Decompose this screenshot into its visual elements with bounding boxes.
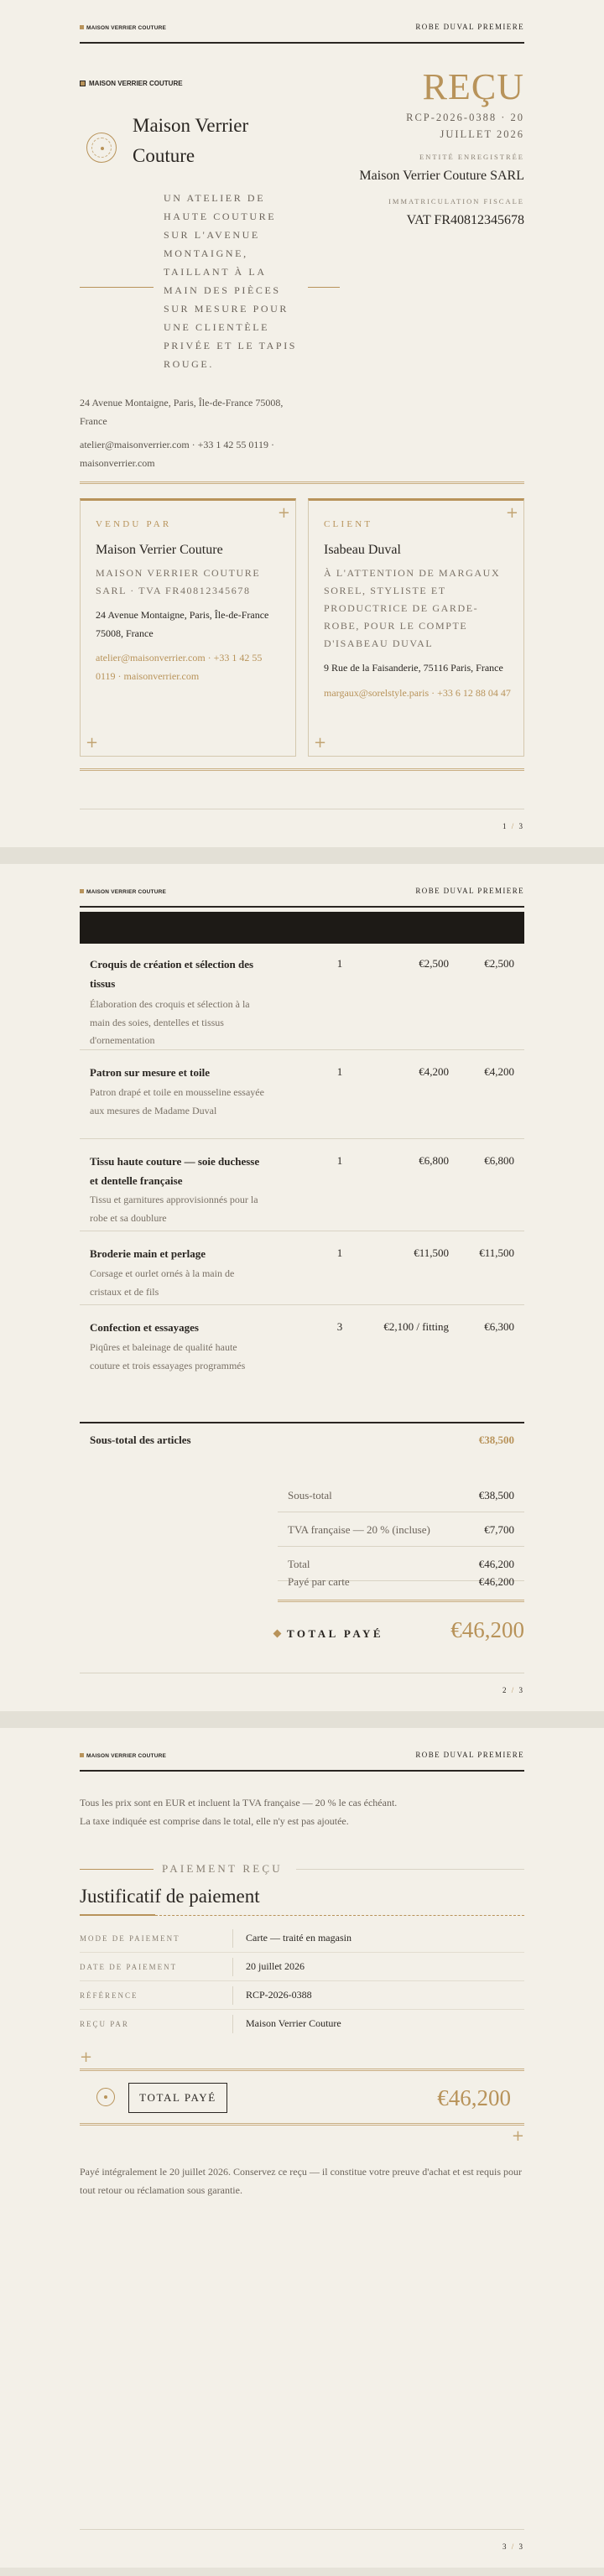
sold-by-sub: MAISON VERRIER COUTURE SARL · TVA FR40812345678	[96, 567, 261, 596]
payment-row-label: MODE DE PAIEMENT	[80, 1934, 180, 1943]
payment-row	[80, 1953, 524, 1981]
receipt-title: REÇU	[422, 66, 524, 107]
payment-row	[80, 1981, 524, 2010]
entity-value: Maison Verrier Couture SARL	[359, 169, 524, 183]
payment-row	[80, 1924, 524, 1953]
diamond-icon	[273, 1630, 282, 1638]
item-desc: Élaboration des croquis et sélection à la main des soies, dentelles et tissus d'ornementation	[90, 998, 250, 1047]
items-subtotal-label: Sous-total des articles	[90, 1434, 191, 1446]
header-brand: MAISON VERRIER COUTURE	[80, 1753, 166, 1759]
plus-ornament-icon: +	[505, 504, 518, 522]
plus-ornament-icon: +	[86, 734, 99, 752]
payment-section-label: PAIEMENT REÇU	[80, 1862, 524, 1876]
items-subtotal-value: €38,500	[478, 1434, 514, 1446]
item-qty: 1	[336, 1154, 343, 1167]
client-contact[interactable]: margaux@sorelstyle.paris · +33 6 12 88 04 47	[324, 686, 511, 699]
total-paid-block	[80, 2069, 524, 2126]
item-desc: Corsage et ourlet ornés à la main de cristaux et de fils	[90, 1267, 235, 1298]
item-name: Confection et essayages	[90, 1321, 199, 1334]
item-name: Croquis de création et sélection des tissus	[90, 958, 254, 990]
running-header	[80, 886, 524, 908]
page-number: 1 / 3	[502, 822, 524, 830]
item-unit-price: €4,200	[419, 1065, 449, 1078]
totals-label: Sous-total	[288, 1489, 332, 1501]
brand-mark-icon	[80, 889, 84, 893]
table-row	[80, 1139, 524, 1231]
totals-label: Total	[288, 1558, 310, 1570]
payment-row-label: REÇU PAR	[80, 2020, 129, 2028]
grand-total-label: TOTAL PAYÉ	[274, 1627, 383, 1641]
divider	[80, 768, 524, 771]
grand-total-value: €46,200	[450, 1617, 524, 1642]
item-desc: Tissu et garnitures approvisionnés pour la robe et sa doublure	[90, 1194, 258, 1224]
payment-row	[80, 2010, 524, 2038]
payment-row-label: DATE DE PAIEMENT	[80, 1963, 178, 1971]
brand-mark-icon	[80, 1753, 84, 1757]
item-unit-price: €11,500	[414, 1246, 449, 1259]
item-qty: 3	[336, 1320, 343, 1333]
page-1	[0, 0, 604, 847]
header-doc-title: ROBE DUVAL PREMIERE	[415, 23, 524, 31]
table-row	[80, 1305, 524, 1422]
brand-mark-icon	[80, 25, 84, 29]
payment-row-value: RCP-2026-0388	[246, 1989, 312, 2001]
totals-value: €38,500	[478, 1489, 514, 1501]
plus-ornament-icon: +	[80, 2048, 93, 2066]
totals-value: €46,200	[478, 1575, 514, 1588]
totals-row	[278, 1478, 524, 1512]
running-header	[80, 1750, 524, 1772]
sold-by-card	[80, 498, 296, 757]
item-qty: 1	[336, 1065, 343, 1078]
table-row	[80, 1050, 524, 1139]
totals-row	[278, 1512, 524, 1547]
currency-note: Tous les prix sont en EUR et incluent la TVA française — 20 % le cas échéant. La taxe indiquée est comprise dans le total, elle n'y est pas ajoutée.	[80, 1797, 398, 1828]
tax-value: VAT FR40812345678	[406, 212, 524, 227]
receipt-meta	[357, 66, 524, 231]
seller-contact: atelier@maisonverrier.com · +33 1 42 55 0119 · maisonverrier.com	[80, 439, 274, 469]
items-table-header	[80, 912, 524, 944]
items-subtotal-row	[80, 1422, 524, 1457]
plus-ornament-icon: +	[314, 734, 327, 752]
running-header	[80, 22, 524, 44]
seller-tagline-block	[80, 190, 340, 374]
payment-row-value: Carte — traité en magasin	[246, 1932, 351, 1944]
tax-label: IMMATRICULATION FISCALE	[388, 196, 524, 206]
item-desc: Piqûres et baleinage de qualité haute couture et trois essayages programmés	[90, 1341, 246, 1371]
item-total: €11,500	[479, 1246, 514, 1259]
client-card	[308, 498, 524, 757]
closing-note: Payé intégralement le 20 juillet 2026. Conservez ce reçu — il constitue votre preuve d'achat et est requis pour tout retour ou réclamation sous garantie.	[80, 2166, 522, 2197]
total-paid-label: TOTAL PAYÉ	[128, 2083, 227, 2113]
sold-by-contact[interactable]: atelier@maisonverrier.com · +33 1 42 55 0119 · maisonverrier.com	[96, 652, 263, 682]
divider	[80, 481, 524, 484]
header-doc-title: ROBE DUVAL PREMIERE	[415, 1751, 524, 1759]
item-desc: Patron drapé et toile en mousseline essayée aux mesures de Madame Duval	[90, 1086, 264, 1116]
table-row	[80, 944, 524, 1050]
seller-address: 24 Avenue Montaigne, Paris, Île-de-France 75008, France	[80, 397, 284, 427]
receipt-number: RCP-2026-0388 · 20 JUILLET 2026	[406, 112, 524, 140]
item-total: €2,500	[484, 957, 514, 970]
sold-by-address: 24 Avenue Montaigne, Paris, Île-de-France 75008, France	[96, 609, 269, 639]
seller-tagline: UN ATELIER DE HAUTE COUTURE SUR L'AVENUE MONTAIGNE, TAILLANT À LA MAIN DES PIÈCES SUR MESURE POUR UNE CLIENTÈLE PRIVÉE ET LE TAPIS ROUGE.	[164, 192, 298, 370]
seal-icon	[86, 133, 117, 163]
header-doc-title: ROBE DUVAL PREMIERE	[415, 887, 524, 895]
item-total: €6,300	[484, 1320, 514, 1333]
page-number: 2 / 3	[502, 1686, 524, 1694]
tagline-rule-right	[308, 287, 340, 288]
total-paid-value: €46,200	[437, 2085, 511, 2110]
sold-by-name: Maison Verrier Couture	[96, 543, 223, 557]
page-3	[0, 1728, 604, 2568]
page-number: 3 / 3	[502, 2542, 524, 2551]
footer-rule	[80, 2529, 524, 2530]
client-address: 9 Rue de la Faisanderie, 75116 Paris, France	[324, 662, 503, 674]
seal-icon	[96, 2088, 115, 2106]
item-unit-price: €2,500	[419, 957, 449, 970]
totals-value: €7,700	[484, 1523, 514, 1536]
sold-by-title: VENDU PAR	[96, 519, 172, 529]
item-total: €6,800	[484, 1154, 514, 1167]
plus-ornament-icon: +	[511, 2127, 524, 2145]
entity-label: ENTITÉ ENREGISTRÉE	[419, 153, 524, 161]
table-row	[80, 1231, 524, 1305]
grand-total	[278, 1600, 524, 1650]
totals-value: €46,200	[478, 1558, 514, 1570]
item-qty: 1	[336, 1246, 343, 1259]
client-name: Isabeau Duval	[324, 543, 401, 557]
totals-label: Payé par carte	[288, 1575, 350, 1588]
client-title: CLIENT	[324, 519, 373, 529]
totals-row	[278, 1564, 524, 1599]
totals-label: TVA française — 20 % (incluse)	[288, 1523, 430, 1536]
item-total: €4,200	[484, 1065, 514, 1078]
payment-row-label: RÉFÉRENCE	[80, 1991, 138, 2000]
payment-row-value: 20 juillet 2026	[246, 1960, 305, 1972]
tagline-rule-left	[80, 287, 154, 288]
item-name: Broderie main et perlage	[90, 1247, 206, 1260]
item-name: Patron sur mesure et toile	[90, 1066, 210, 1079]
payment-title: Justificatif de paiement	[80, 1886, 260, 1907]
seller-brand-small: MAISON VERRIER COUTURE	[80, 80, 183, 87]
brand-mark-icon	[80, 81, 86, 86]
item-name: Tissu haute couture — soie duchesse et dentelle française	[90, 1155, 260, 1187]
client-sub: À L'ATTENTION DE MARGAUX SOREL, STYLISTE ET PRODUCTRICE DE GARDE-ROBE, POUR LE COMPTE D'ISABEAU DUVAL	[324, 567, 501, 649]
page-2	[0, 864, 604, 1711]
header-brand: MAISON VERRIER COUTURE	[80, 889, 166, 895]
header-brand: MAISON VERRIER COUTURE	[80, 25, 166, 31]
seller-name: Maison Verrier Couture	[133, 115, 249, 167]
item-unit-price: €2,100 / fitting	[383, 1320, 449, 1333]
item-unit-price: €6,800	[419, 1154, 449, 1167]
payment-row-value: Maison Verrier Couture	[246, 2017, 341, 2029]
plus-ornament-icon: +	[277, 504, 290, 522]
item-qty: 1	[336, 957, 343, 970]
